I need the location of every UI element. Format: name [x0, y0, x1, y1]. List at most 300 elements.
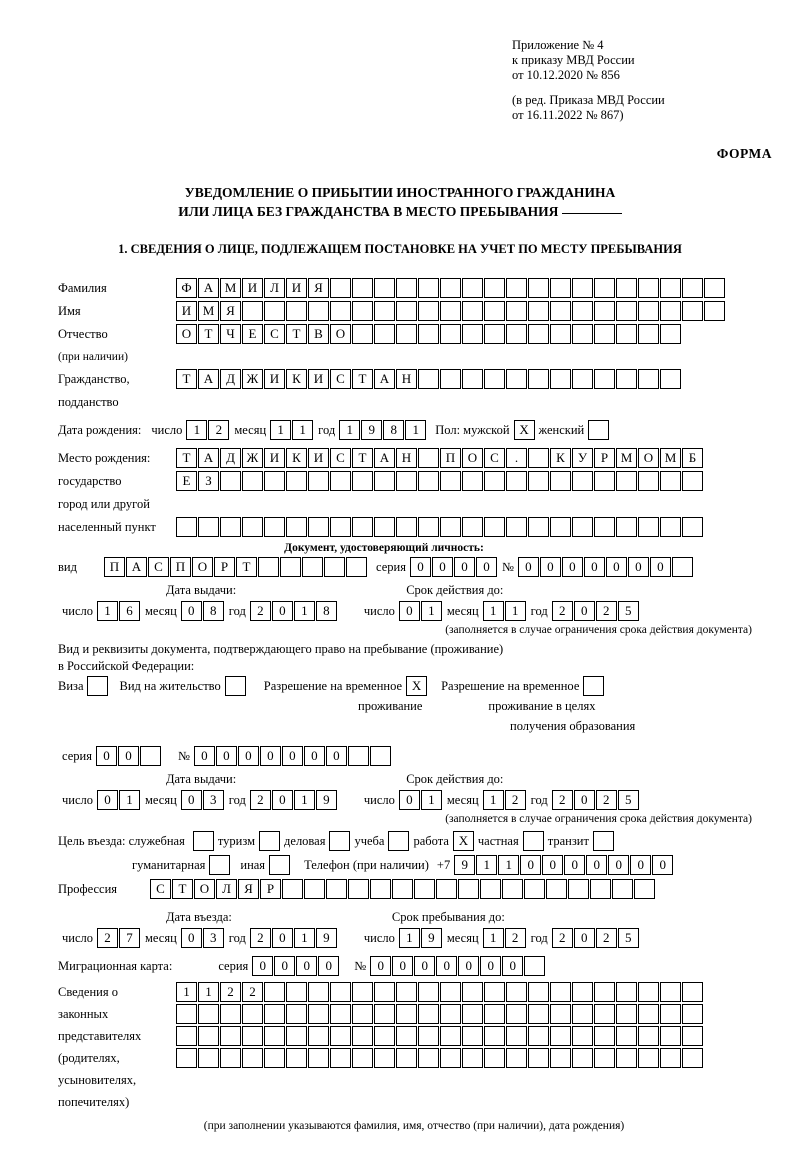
form-cell[interactable]: М	[616, 448, 637, 468]
form-cell[interactable]	[506, 1004, 527, 1024]
form-cell[interactable]	[528, 369, 549, 389]
form-cell[interactable]: 1	[339, 420, 360, 440]
form-cell[interactable]	[330, 301, 351, 321]
form-cell[interactable]	[176, 1048, 197, 1068]
form-cell[interactable]	[396, 471, 417, 491]
form-cell[interactable]	[528, 1048, 549, 1068]
form-cell[interactable]	[528, 1026, 549, 1046]
form-cell[interactable]	[528, 982, 549, 1002]
form-cell[interactable]	[330, 278, 351, 298]
form-cell[interactable]	[568, 879, 589, 899]
form-cell[interactable]	[440, 1004, 461, 1024]
form-cell[interactable]	[374, 471, 395, 491]
form-cell[interactable]	[638, 1004, 659, 1024]
form-cell[interactable]	[572, 301, 593, 321]
form-cell[interactable]	[550, 517, 571, 537]
form-cell[interactable]	[264, 471, 285, 491]
migration-card-number-cells[interactable]	[370, 956, 546, 976]
form-cell[interactable]: 2	[250, 601, 271, 621]
form-cell[interactable]: 5	[618, 601, 639, 621]
form-cell[interactable]	[462, 1048, 483, 1068]
purpose-business-checkbox[interactable]	[329, 831, 350, 851]
purpose-service-checkbox[interactable]	[193, 831, 214, 851]
form-cell[interactable]: 0	[564, 855, 585, 875]
form-cell[interactable]: Т	[198, 324, 219, 344]
form-cell[interactable]	[374, 1026, 395, 1046]
form-cell[interactable]: 0	[520, 855, 541, 875]
form-cell[interactable]	[638, 324, 659, 344]
form-cell[interactable]: 2	[220, 982, 241, 1002]
name-cells[interactable]	[176, 301, 726, 321]
form-cell[interactable]	[462, 369, 483, 389]
citizenship-cells[interactable]	[176, 369, 682, 389]
form-cell[interactable]: 1	[483, 928, 504, 948]
form-cell[interactable]: 0	[260, 746, 281, 766]
form-cell[interactable]: 6	[119, 601, 140, 621]
form-cell[interactable]	[524, 956, 545, 976]
form-cell[interactable]	[286, 471, 307, 491]
form-cell[interactable]: 1	[119, 790, 140, 810]
form-cell[interactable]	[418, 517, 439, 537]
form-cell[interactable]: З	[198, 471, 219, 491]
form-cell[interactable]: 0	[480, 956, 501, 976]
form-cell[interactable]	[572, 1026, 593, 1046]
form-cell[interactable]	[660, 982, 681, 1002]
form-cell[interactable]: 2	[505, 790, 526, 810]
form-cell[interactable]: 1	[186, 420, 207, 440]
form-cell[interactable]: Д	[220, 369, 241, 389]
stay-doc-number-cells[interactable]	[194, 746, 392, 766]
form-cell[interactable]	[638, 278, 659, 298]
form-cell[interactable]: М	[660, 448, 681, 468]
form-cell[interactable]: 1	[292, 420, 313, 440]
form-cell[interactable]: А	[374, 369, 395, 389]
form-cell[interactable]: 1	[294, 790, 315, 810]
form-cell[interactable]	[374, 1004, 395, 1024]
entry-date-day-cells[interactable]	[97, 928, 141, 948]
migration-card-series-cells[interactable]	[252, 956, 340, 976]
form-cell[interactable]	[484, 324, 505, 344]
form-cell[interactable]	[396, 982, 417, 1002]
form-cell[interactable]	[550, 471, 571, 491]
stay-issue-year-cells[interactable]	[250, 790, 338, 810]
form-cell[interactable]	[660, 1048, 681, 1068]
legal-reps-cells-row-2[interactable]	[176, 1004, 704, 1024]
purpose-study-checkbox[interactable]	[388, 831, 409, 851]
form-cell[interactable]	[616, 301, 637, 321]
purpose-work-checkbox[interactable]: X	[453, 831, 474, 851]
form-cell[interactable]: 0	[181, 790, 202, 810]
form-cell[interactable]: 2	[596, 790, 617, 810]
form-cell[interactable]: 0	[238, 746, 259, 766]
form-cell[interactable]	[242, 1026, 263, 1046]
temp-residence-checkbox[interactable]: X	[406, 676, 427, 696]
form-cell[interactable]: 2	[552, 928, 573, 948]
form-cell[interactable]	[176, 1026, 197, 1046]
form-cell[interactable]	[374, 301, 395, 321]
form-cell[interactable]	[418, 369, 439, 389]
form-cell[interactable]: 0	[272, 928, 293, 948]
form-cell[interactable]: 0	[586, 855, 607, 875]
form-cell[interactable]	[594, 517, 615, 537]
form-cell[interactable]: 3	[203, 790, 224, 810]
form-cell[interactable]	[572, 369, 593, 389]
form-cell[interactable]	[326, 879, 347, 899]
form-cell[interactable]	[280, 557, 301, 577]
form-cell[interactable]	[396, 301, 417, 321]
form-cell[interactable]	[484, 471, 505, 491]
form-cell[interactable]: 2	[552, 790, 573, 810]
form-cell[interactable]	[506, 301, 527, 321]
form-cell[interactable]: П	[440, 448, 461, 468]
form-cell[interactable]	[462, 982, 483, 1002]
form-cell[interactable]	[220, 471, 241, 491]
form-cell[interactable]	[176, 517, 197, 537]
form-cell[interactable]	[396, 324, 417, 344]
form-cell[interactable]	[330, 982, 351, 1002]
form-cell[interactable]	[616, 324, 637, 344]
form-cell[interactable]	[396, 1048, 417, 1068]
form-cell[interactable]	[286, 982, 307, 1002]
form-cell[interactable]: 0	[282, 746, 303, 766]
form-cell[interactable]: И	[176, 301, 197, 321]
form-cell[interactable]: Ч	[220, 324, 241, 344]
form-cell[interactable]: Ж	[242, 369, 263, 389]
form-cell[interactable]: 1	[476, 855, 497, 875]
form-cell[interactable]	[198, 1026, 219, 1046]
form-cell[interactable]: 0	[181, 928, 202, 948]
form-cell[interactable]	[660, 471, 681, 491]
form-cell[interactable]	[308, 1048, 329, 1068]
form-cell[interactable]	[264, 1004, 285, 1024]
form-cell[interactable]	[440, 517, 461, 537]
form-cell[interactable]	[550, 278, 571, 298]
form-cell[interactable]: 8	[383, 420, 404, 440]
form-cell[interactable]: 0	[399, 601, 420, 621]
form-cell[interactable]	[506, 369, 527, 389]
form-cell[interactable]	[638, 982, 659, 1002]
form-cell[interactable]	[242, 471, 263, 491]
form-cell[interactable]: 1	[198, 982, 219, 1002]
form-cell[interactable]: О	[638, 448, 659, 468]
form-cell[interactable]: 0	[650, 557, 671, 577]
form-cell[interactable]	[506, 1048, 527, 1068]
form-cell[interactable]	[140, 746, 161, 766]
form-cell[interactable]	[440, 1026, 461, 1046]
entry-date-month-cells[interactable]	[181, 928, 225, 948]
birthdate-month-cells[interactable]	[270, 420, 314, 440]
form-cell[interactable]	[572, 1048, 593, 1068]
form-cell[interactable]: 1	[498, 855, 519, 875]
form-cell[interactable]	[330, 1026, 351, 1046]
form-cell[interactable]	[616, 471, 637, 491]
form-cell[interactable]	[484, 982, 505, 1002]
form-cell[interactable]	[462, 517, 483, 537]
form-cell[interactable]: Б	[682, 448, 703, 468]
form-cell[interactable]: Т	[236, 557, 257, 577]
form-cell[interactable]: 0	[326, 746, 347, 766]
form-cell[interactable]	[528, 448, 549, 468]
valid-until-year-cells[interactable]	[552, 601, 640, 621]
form-cell[interactable]: 1	[399, 928, 420, 948]
form-cell[interactable]	[440, 982, 461, 1002]
legal-reps-cells-row-4[interactable]	[176, 1048, 704, 1068]
form-cell[interactable]	[572, 278, 593, 298]
form-cell[interactable]	[594, 471, 615, 491]
stay-issue-month-cells[interactable]	[181, 790, 225, 810]
form-cell[interactable]	[594, 369, 615, 389]
phone-cells[interactable]	[454, 855, 674, 875]
form-cell[interactable]	[264, 1026, 285, 1046]
form-cell[interactable]	[396, 1004, 417, 1024]
form-cell[interactable]: Ф	[176, 278, 197, 298]
form-cell[interactable]	[594, 1026, 615, 1046]
form-cell[interactable]	[594, 982, 615, 1002]
form-cell[interactable]	[572, 324, 593, 344]
form-cell[interactable]	[352, 324, 373, 344]
form-cell[interactable]	[572, 471, 593, 491]
form-cell[interactable]	[550, 1048, 571, 1068]
form-cell[interactable]: 0	[296, 956, 317, 976]
form-cell[interactable]	[308, 982, 329, 1002]
form-cell[interactable]	[264, 982, 285, 1002]
form-cell[interactable]: Я	[308, 278, 329, 298]
form-cell[interactable]: .	[506, 448, 527, 468]
form-cell[interactable]: П	[170, 557, 191, 577]
form-cell[interactable]: 1	[483, 790, 504, 810]
form-cell[interactable]	[550, 301, 571, 321]
form-cell[interactable]: 0	[458, 956, 479, 976]
form-cell[interactable]	[572, 517, 593, 537]
form-cell[interactable]	[528, 324, 549, 344]
form-cell[interactable]: 2	[250, 790, 271, 810]
form-cell[interactable]	[418, 1048, 439, 1068]
form-cell[interactable]: 0	[630, 855, 651, 875]
form-cell[interactable]	[242, 1048, 263, 1068]
form-cell[interactable]	[396, 1026, 417, 1046]
form-cell[interactable]	[264, 301, 285, 321]
form-cell[interactable]: 0	[652, 855, 673, 875]
form-cell[interactable]	[506, 982, 527, 1002]
form-cell[interactable]: И	[286, 278, 307, 298]
form-cell[interactable]	[528, 278, 549, 298]
valid-until-month-cells[interactable]	[483, 601, 527, 621]
form-cell[interactable]: 0	[274, 956, 295, 976]
form-cell[interactable]	[634, 879, 655, 899]
form-cell[interactable]: Т	[352, 369, 373, 389]
form-cell[interactable]	[550, 324, 571, 344]
form-cell[interactable]	[374, 517, 395, 537]
form-cell[interactable]: 1	[421, 790, 442, 810]
form-cell[interactable]	[638, 301, 659, 321]
form-cell[interactable]	[484, 517, 505, 537]
form-cell[interactable]	[704, 278, 725, 298]
form-cell[interactable]: С	[150, 879, 171, 899]
form-cell[interactable]	[418, 301, 439, 321]
form-cell[interactable]	[304, 879, 325, 899]
form-cell[interactable]	[638, 471, 659, 491]
form-cell[interactable]: 0	[574, 928, 595, 948]
identity-doc-series-cells[interactable]	[410, 557, 498, 577]
form-cell[interactable]: И	[264, 448, 285, 468]
form-cell[interactable]	[264, 1048, 285, 1068]
form-cell[interactable]: 1	[294, 928, 315, 948]
form-cell[interactable]	[418, 1026, 439, 1046]
stay-valid-year-cells[interactable]	[552, 790, 640, 810]
form-cell[interactable]: 0	[181, 601, 202, 621]
form-cell[interactable]	[220, 1004, 241, 1024]
entry-date-year-cells[interactable]	[250, 928, 338, 948]
form-cell[interactable]: 9	[316, 790, 337, 810]
form-cell[interactable]	[282, 879, 303, 899]
form-cell[interactable]	[176, 1004, 197, 1024]
purpose-transit-checkbox[interactable]	[593, 831, 614, 851]
form-cell[interactable]	[480, 879, 501, 899]
form-cell[interactable]: Я	[238, 879, 259, 899]
form-cell[interactable]: 0	[399, 790, 420, 810]
form-cell[interactable]	[572, 1004, 593, 1024]
form-cell[interactable]: И	[308, 369, 329, 389]
form-cell[interactable]	[616, 369, 637, 389]
sex-female-checkbox[interactable]	[588, 420, 609, 440]
temp-residence-edu-checkbox[interactable]	[583, 676, 604, 696]
form-cell[interactable]: 9	[454, 855, 475, 875]
profession-cells[interactable]	[150, 879, 656, 899]
form-cell[interactable]: 2	[208, 420, 229, 440]
form-cell[interactable]: Р	[214, 557, 235, 577]
form-cell[interactable]	[418, 1004, 439, 1024]
form-cell[interactable]	[682, 1004, 703, 1024]
form-cell[interactable]	[352, 471, 373, 491]
form-cell[interactable]: С	[264, 324, 285, 344]
form-cell[interactable]	[502, 879, 523, 899]
form-cell[interactable]	[612, 879, 633, 899]
form-cell[interactable]	[550, 369, 571, 389]
residence-permit-checkbox[interactable]	[225, 676, 246, 696]
form-cell[interactable]	[638, 517, 659, 537]
form-cell[interactable]	[352, 982, 373, 1002]
form-cell[interactable]	[616, 278, 637, 298]
form-cell[interactable]	[418, 448, 439, 468]
form-cell[interactable]	[348, 746, 369, 766]
purpose-other-checkbox[interactable]	[269, 855, 290, 875]
form-cell[interactable]: А	[374, 448, 395, 468]
form-cell[interactable]: 0	[502, 956, 523, 976]
form-cell[interactable]: 2	[596, 928, 617, 948]
form-cell[interactable]: С	[484, 448, 505, 468]
form-cell[interactable]: Л	[264, 278, 285, 298]
form-cell[interactable]: 9	[421, 928, 442, 948]
form-cell[interactable]	[440, 278, 461, 298]
form-cell[interactable]: С	[148, 557, 169, 577]
form-cell[interactable]	[638, 369, 659, 389]
form-cell[interactable]	[462, 1026, 483, 1046]
form-cell[interactable]: 0	[272, 601, 293, 621]
form-cell[interactable]	[370, 879, 391, 899]
form-cell[interactable]	[286, 1026, 307, 1046]
form-cell[interactable]	[616, 1004, 637, 1024]
form-cell[interactable]: 0	[574, 790, 595, 810]
form-cell[interactable]	[396, 278, 417, 298]
form-cell[interactable]	[308, 471, 329, 491]
form-cell[interactable]: А	[198, 448, 219, 468]
form-cell[interactable]: 2	[552, 601, 573, 621]
form-cell[interactable]: 0	[272, 790, 293, 810]
form-cell[interactable]	[704, 301, 725, 321]
identity-doc-type-cells[interactable]	[104, 557, 368, 577]
form-cell[interactable]: 9	[316, 928, 337, 948]
form-cell[interactable]	[352, 301, 373, 321]
form-cell[interactable]: 0	[252, 956, 273, 976]
form-cell[interactable]	[638, 1048, 659, 1068]
form-cell[interactable]	[352, 1048, 373, 1068]
form-cell[interactable]: 8	[316, 601, 337, 621]
form-cell[interactable]: 0	[410, 557, 431, 577]
form-cell[interactable]	[506, 1026, 527, 1046]
form-cell[interactable]	[506, 517, 527, 537]
form-cell[interactable]: С	[330, 448, 351, 468]
form-cell[interactable]	[462, 301, 483, 321]
form-cell[interactable]	[220, 1026, 241, 1046]
form-cell[interactable]	[594, 324, 615, 344]
form-cell[interactable]	[220, 517, 241, 537]
form-cell[interactable]: 3	[203, 928, 224, 948]
form-cell[interactable]: К	[550, 448, 571, 468]
form-cell[interactable]	[682, 1026, 703, 1046]
form-cell[interactable]: 5	[618, 928, 639, 948]
form-cell[interactable]	[198, 1048, 219, 1068]
form-cell[interactable]	[352, 517, 373, 537]
form-cell[interactable]	[330, 1048, 351, 1068]
form-cell[interactable]	[682, 517, 703, 537]
form-cell[interactable]: Т	[352, 448, 373, 468]
form-cell[interactable]	[308, 1004, 329, 1024]
form-cell[interactable]: 1	[97, 601, 118, 621]
form-cell[interactable]: 1	[294, 601, 315, 621]
form-cell[interactable]: 0	[97, 790, 118, 810]
form-cell[interactable]: В	[308, 324, 329, 344]
form-cell[interactable]: О	[330, 324, 351, 344]
form-cell[interactable]: К	[286, 369, 307, 389]
form-cell[interactable]	[660, 1004, 681, 1024]
form-cell[interactable]	[440, 471, 461, 491]
form-cell[interactable]	[550, 1026, 571, 1046]
form-cell[interactable]: 0	[518, 557, 539, 577]
sex-male-checkbox[interactable]: X	[514, 420, 535, 440]
form-cell[interactable]: 0	[304, 746, 325, 766]
form-cell[interactable]: М	[220, 278, 241, 298]
form-cell[interactable]	[682, 982, 703, 1002]
form-cell[interactable]	[418, 278, 439, 298]
form-cell[interactable]: 2	[242, 982, 263, 1002]
stay-until-month-cells[interactable]	[483, 928, 527, 948]
birthplace-cells-row-2[interactable]	[176, 471, 704, 491]
form-cell[interactable]: 2	[505, 928, 526, 948]
form-cell[interactable]	[524, 879, 545, 899]
form-cell[interactable]: Н	[396, 448, 417, 468]
form-cell[interactable]	[374, 982, 395, 1002]
form-cell[interactable]	[484, 278, 505, 298]
form-cell[interactable]: 0	[584, 557, 605, 577]
form-cell[interactable]: О	[194, 879, 215, 899]
birthdate-year-cells[interactable]	[339, 420, 427, 440]
form-cell[interactable]	[660, 369, 681, 389]
form-cell[interactable]	[672, 557, 693, 577]
form-cell[interactable]	[506, 278, 527, 298]
form-cell[interactable]	[330, 471, 351, 491]
form-cell[interactable]	[462, 1004, 483, 1024]
form-cell[interactable]: Т	[286, 324, 307, 344]
